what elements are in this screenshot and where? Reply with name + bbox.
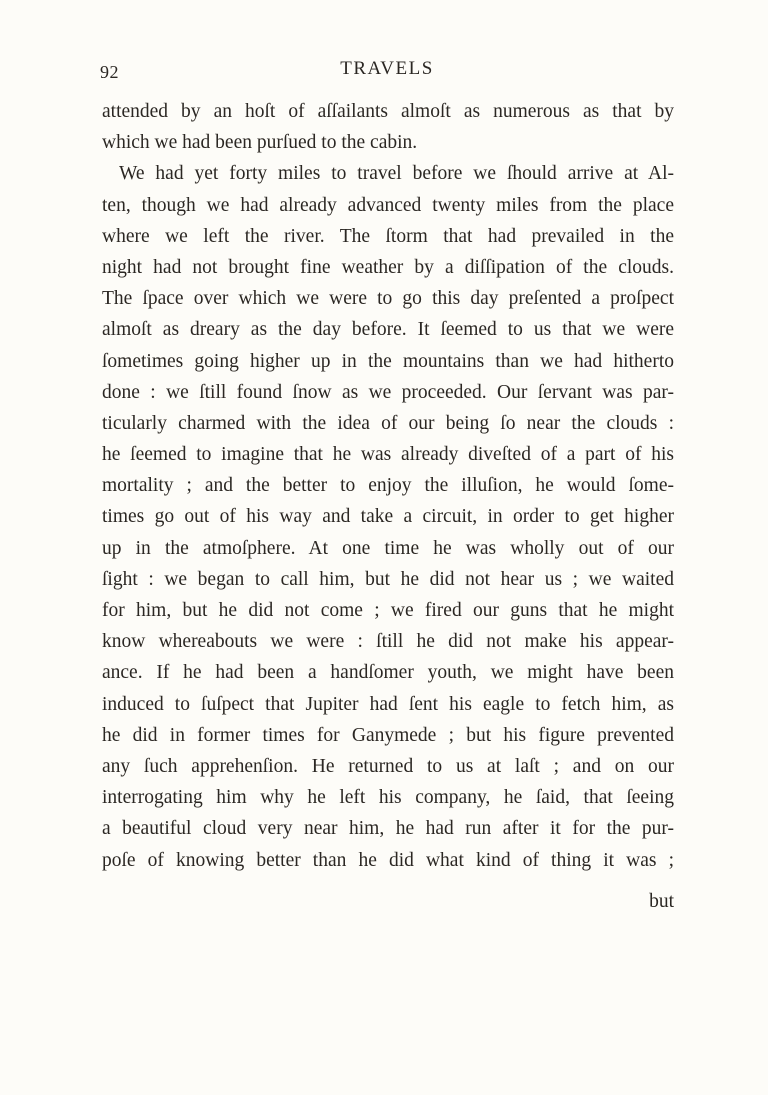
catchword: but	[649, 891, 674, 912]
text-line: he ſeemed to imagine that he was already diveſted of a part of his	[102, 444, 674, 466]
running-title: TRAVELS	[340, 58, 434, 79]
text-line: ance. If he had been a handſomer youth, we might have been	[102, 662, 674, 684]
running-head	[100, 58, 674, 88]
text-line: up in the atmoſphere. At one time he was wholly out of our	[102, 537, 674, 559]
body-text	[102, 96, 674, 876]
text-line: night had not brought fine weather by a diſſipation of the clouds.	[102, 256, 674, 278]
text-line: which we had been purſued to the cabin.	[102, 132, 418, 154]
text-line: induced to ſuſpect that Jupiter had ſent his eagle to fetch him, as	[102, 693, 674, 715]
text-line: The ſpace over which we were to go this day preſented a proſpect	[102, 288, 674, 310]
text-line: We had yet forty miles to travel before we ſhould arrive at Al-	[119, 163, 674, 185]
text-line: times go out of his way and take a circuit, in order to get higher	[102, 506, 674, 528]
text-line: attended by an hoſt of aſſailants almoſt as numerous as that by	[102, 101, 674, 122]
text-line: interrogating him why he left his company, he ſaid, that ſeeing	[102, 787, 674, 809]
text-line: a beautiful cloud very near him, he had run after it for the pur-	[102, 818, 674, 840]
text-line: done : we ſtill found ſnow as we proceeded. Our ſervant was par-	[102, 381, 674, 403]
text-line: almoſt as dreary as the day before. It ſeemed to us that we were	[102, 319, 674, 341]
page-number: 92	[100, 62, 119, 82]
text-line: ſight : we began to call him, but he did not hear us ; we waited	[102, 568, 674, 590]
text-line: know whereabouts we were : ſtill he did not make his appear-	[102, 631, 674, 653]
text-line: any ſuch apprehenſion. He returned to us at laſt ; and on our	[102, 755, 674, 777]
text-line: ſometimes going higher up in the mountains than we had hitherto	[102, 350, 674, 372]
text-line: ticularly charmed with the idea of our being ſo near the clouds :	[102, 412, 674, 434]
text-line: he did in former times for Ganymede ; but his figure prevented	[102, 724, 674, 746]
text-line: where we left the river. The ſtorm that had prevailed in the	[102, 225, 674, 247]
text-line: mortality ; and the better to enjoy the illuſion, he would ſome-	[102, 475, 674, 497]
text-line: ten, though we had already advanced twenty miles from the place	[102, 194, 674, 216]
text-line: poſe of knowing better than he did what kind of thing it was ;	[102, 849, 674, 871]
text-line: for him, but he did not come ; we fired our guns that he might	[102, 600, 674, 621]
